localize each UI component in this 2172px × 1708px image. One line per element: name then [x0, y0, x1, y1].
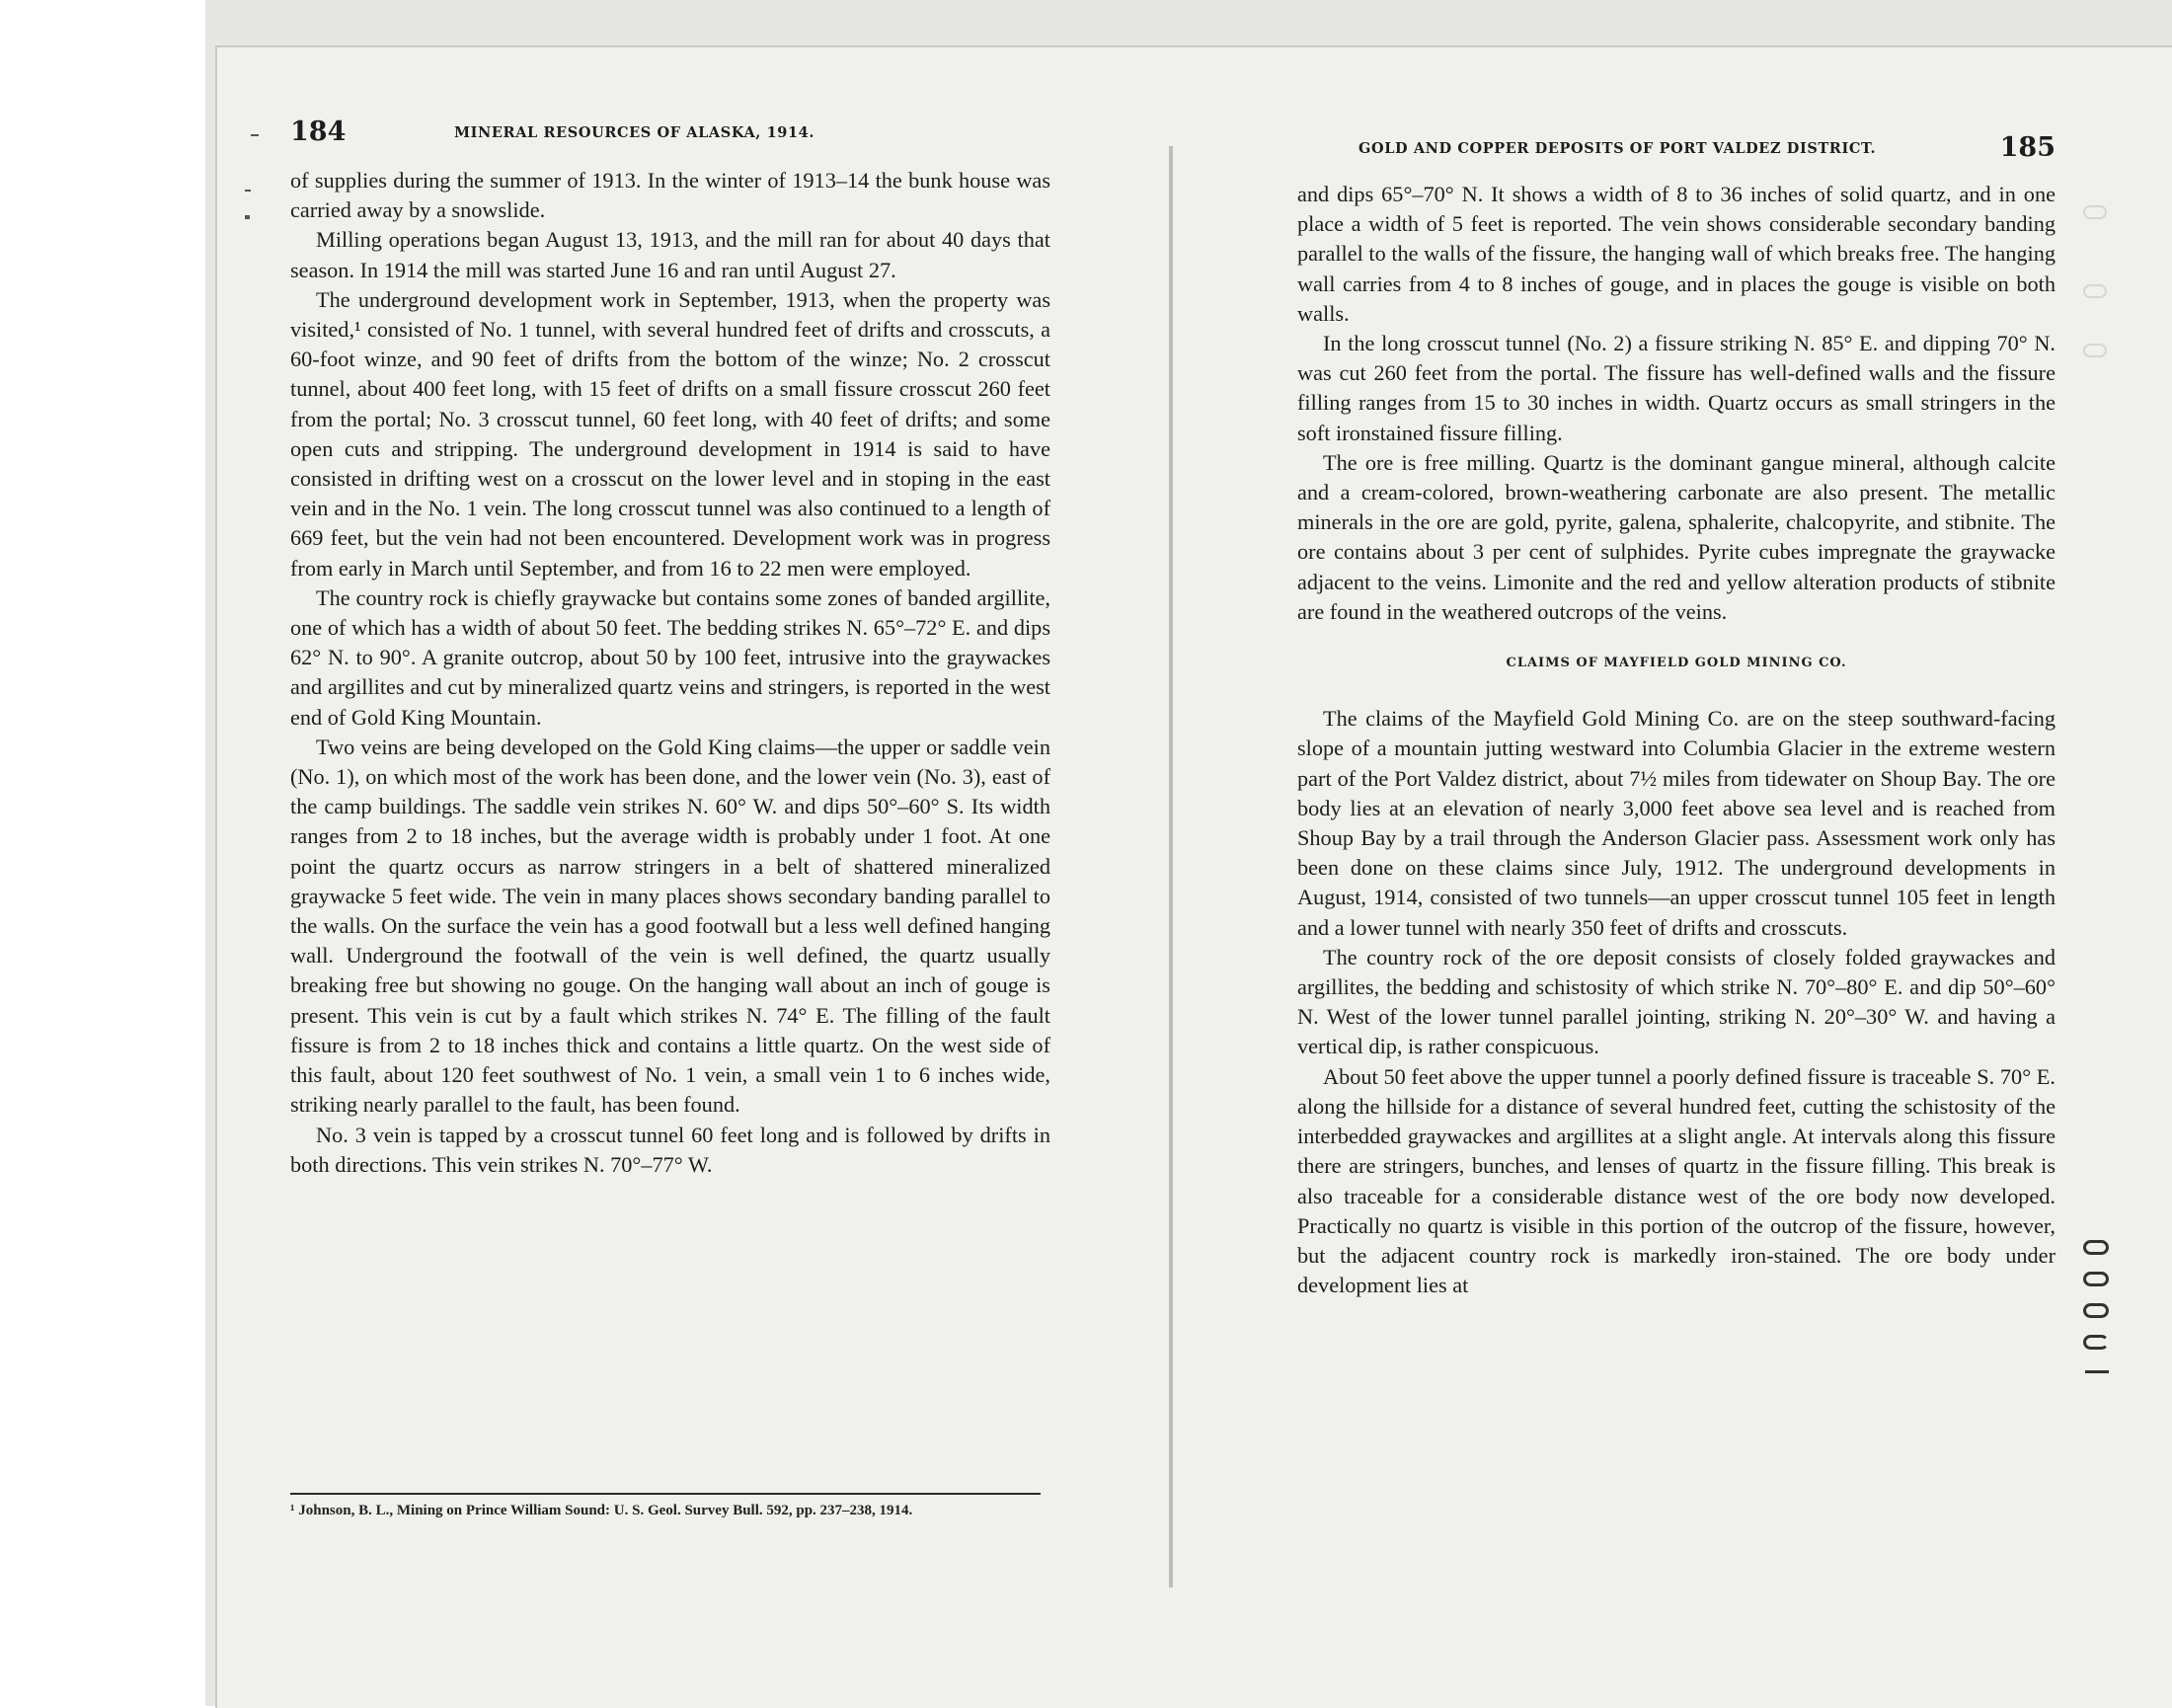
footnote-rule: [290, 1493, 1041, 1495]
paragraph: Milling operations began August 13, 1913, and the mill ran for about 40 days that season. In 1914 the mill was started June 16 and ran until August 27.: [290, 227, 1050, 282]
binding-gutter: [1169, 146, 1173, 1588]
right-running-head: [1297, 132, 2056, 176]
paragraph: About 50 feet above the upper tunnel a poorly defined fissure is traceable S. 70° E. along the hillside for a distance of several hundred feet, cutting the schistosity of the interbedded graywackes and argillites at a slight angle. At intervals along this fissure there are stringers, bunches, and lenses of quartz in the fissure filling. This break is also traceable for a considerable distance west of the ore body now developed. Practically no quartz is visible in this portion of the outcrop of the fissure, however, but the adjacent country rock is markedly iron-stained. The ore body under development lies at: [1297, 1063, 2056, 1298]
frame-code-mark: [2083, 1240, 2109, 1255]
section-heading: CLAIMS OF MAYFIELD GOLD MINING CO.: [1506, 656, 1847, 671]
margin-mark: [251, 134, 259, 136]
margin-mark: [245, 190, 251, 192]
paragraph: Two veins are being developed on the Gold King claims—the upper or saddle vein (No. 1), on which most of the work has been done, and the lower vein (No. 3), east of the camp buildings. The saddle vein strikes N. 60° W. and dips 50°–60° S. Its width ranges from 2 to 18 inches, but the average width is probably under 1 foot. At one point the quartz occurs as narrow stringers in a belt of shattered mineralized graywacke 5 feet wide. The vein in many places shows secondary banding parallel to the walls. On the surface the vein has a good footwall but a less well defined hanging wall. Underground the footwall of the vein is well defined, the quartz usually breaking free but showing no gouge. On the hanging wall about an inch of gouge is present. This vein is cut by a fault which strikes N. 74° E. The filling of the fault fissure is from 2 to 18 inches thick and contains a little quartz. On the west side of this fault, about 120 feet southwest of No. 1 vein, a small vein 1 to 6 inches wide, striking nearly parallel to the fault, has been found.: [290, 734, 1050, 1118]
page-number: 184: [290, 116, 347, 147]
right-body-text: [1297, 180, 2056, 1300]
paragraph: and dips 65°–70° N. It shows a width of 8 to 36 inches of solid quartz, and in one place a width of 5 feet is reported. The vein shows considerable secondary banding parallel to the walls of the fissure, the hanging wall of which breaks free. The hanging wall carries from 4 to 8 inches of gouge, and in places the gouge is visible on both walls.: [1297, 182, 2056, 326]
paragraph: The underground development work in September, 1913, when the property was visited,¹ consisted of No. 1 tunnel, with several hundred feet of drifts and crosscuts, a 60-foot winze, and 90 feet of drifts from the bottom of the winze; No. 2 crosscut tunnel, about 400 feet long, with 15 feet of drifts on a small fissure crosscut 260 feet from the portal; No. 3 crosscut tunnel, 60 feet long, with 40 feet of drifts; and some open cuts and stripping. The underground development in 1914 is said to have consisted in drifting west on a crosscut on the lower level and in stoping in the east vein and in the No. 1 vein. The long crosscut tunnel was also continued to a length of 669 feet, but the vein had not been encountered. Development work was in progress from early in March until September, and from 16 to 22 men were employed.: [290, 286, 1050, 581]
paragraph: No. 3 vein is tapped by a crosscut tunnel 60 feet long and is followed by drifts in both directions. This vein strikes N. 70°–77° W.: [290, 1122, 1050, 1177]
show-through-mark: [2083, 284, 2107, 298]
paragraph: The claims of the Mayfield Gold Mining Co. are on the steep southward-facing slope of a mountain jutting westward into Columbia Glacier in the extreme western part of the Port Valdez district, about 7½ miles from tidewater on Shoup Bay. The ore body lies at an elevation of nearly 3,000 feet above sea level and is reached from Shoup Bay by a trail through the Anderson Glacier pass. Assessment work only has been done on these claims since July, 1912. The underground developments in August, 1914, consisted of two tunnels—an upper crosscut tunnel 105 feet in length and a lower tunnel with nearly 350 feet of drifts and crosscuts.: [1297, 706, 2056, 940]
footnote: ¹ Johnson, B. L., Mining on Prince William Sound: U. S. Geol. Survey Bull. 592, pp. 237–238, 1914.: [290, 1503, 913, 1518]
right-page: [1297, 132, 2056, 1574]
left-running-head: [290, 116, 1050, 160]
margin-mark: [245, 215, 250, 219]
left-body-text: [290, 166, 1050, 1180]
running-title: GOLD AND COPPER DEPOSITS OF PORT VALDEZ DISTRICT.: [1358, 140, 1877, 157]
frame-code-mark: [2085, 1370, 2109, 1373]
frame-code-mark: [2083, 1303, 2109, 1318]
paragraph: The country rock of the ore deposit consists of closely folded graywackes and argillites, the bedding and schistosity of which strike N. 70°–80° E. and dip 50°–60° N. West of the lower tunnel parallel jointing, striking N. 20°–30° W. and having a vertical dip, is rather conspicuous.: [1297, 944, 2056, 1059]
book-spread: [215, 45, 2172, 1708]
paragraph: In the long crosscut tunnel (No. 2) a fissure striking N. 85° E. and dipping 70° N. was cut 260 feet from the portal. The fissure has well-defined walls and the fissure filling ranges from 15 to 30 inches in width. Quartz occurs as small stringers in the soft ironstained fissure filling.: [1297, 331, 2056, 445]
left-page: [290, 116, 1050, 1558]
paragraph: The country rock is chiefly graywacke but contains some zones of banded argillite, one of which has a width of about 50 feet. The bedding strikes N. 65°–72° E. and dips 62° N. to 90°. A granite outcrop, about 50 by 100 feet, intrusive into the graywackes and argillites and cut by mineralized quartz veins and stringers, is reported in the west end of Gold King Mountain.: [290, 584, 1050, 730]
paragraph: of supplies during the summer of 1913. In the winter of 1913–14 the bunk house was carried away by a snowslide.: [290, 168, 1050, 223]
show-through-mark: [2083, 205, 2107, 219]
frame-code-mark: [2083, 1335, 2109, 1350]
running-title: MINERAL RESOURCES OF ALASKA, 1914.: [454, 124, 815, 141]
scanner-margin: [0, 0, 205, 1706]
show-through-mark: [2083, 344, 2107, 357]
paragraph: The ore is free milling. Quartz is the dominant gangue mineral, although calcite and a cream-colored, brown-weathering carbonate are also present. The metallic minerals in the ore are gold, pyrite, galena, sphalerite, chalcopyrite, and stibnite. The ore contains about 3 per cent of sulphides. Pyrite cubes impregnate the graywacke adjacent to the veins. Limonite and the red and yellow alteration products of stibnite are found in the weathered outcrops of the veins.: [1297, 449, 2056, 624]
page-number: 185: [1999, 132, 2056, 163]
frame-code-mark: [2083, 1272, 2109, 1286]
